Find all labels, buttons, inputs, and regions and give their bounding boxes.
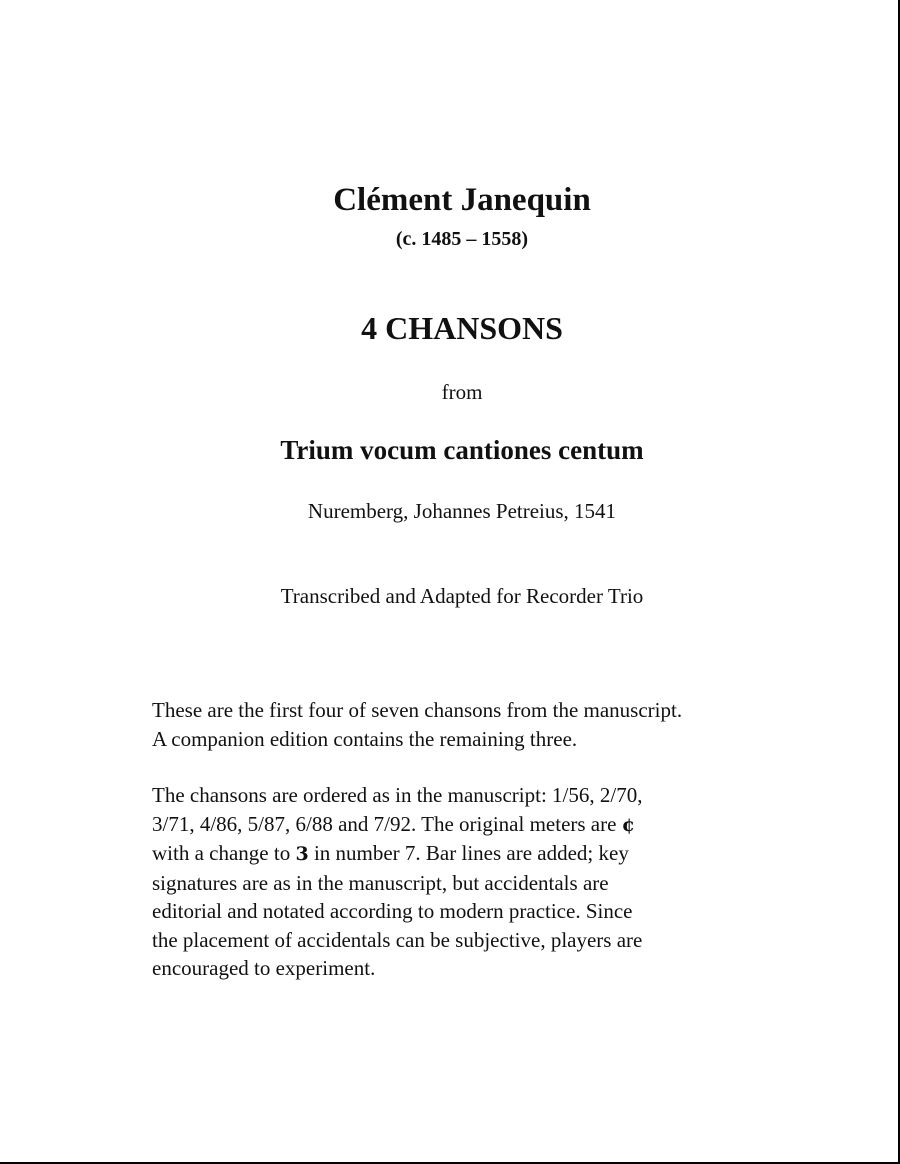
paragraph-text: in number 7. Bar lines are added; key: [308, 841, 629, 865]
paragraph-line: encouraged to experiment.: [152, 956, 376, 980]
adaptation-note: Transcribed and Adapted for Recorder Trio: [280, 584, 644, 608]
paragraph-line: [152, 839, 772, 869]
composer-name: Clément Janequin: [333, 182, 591, 218]
paragraph-text: with a change to: [152, 841, 296, 865]
cut-time-symbol: ¢: [621, 813, 635, 836]
paragraph-line: A companion edition contains the remaining three.: [152, 726, 578, 751]
paragraph-line: signatures are as in the manuscript, but accidentals are: [152, 870, 609, 895]
paragraph-line: These are the first four of seven chansons from the manuscript.: [152, 698, 683, 722]
composer-dates: (c. 1485 – 1558): [395, 228, 529, 250]
triple-meter-symbol: 3: [295, 843, 309, 865]
paragraph-line: The chansons are ordered as in the manuscript: 1/56, 2/70,: [152, 783, 643, 807]
page-title: 4 CHANSONS: [361, 310, 563, 346]
paragraph-line: the placement of accidentals can be subjective, players are: [152, 927, 643, 952]
imprint-line: Nuremberg, Johannes Petreius, 1541: [307, 499, 617, 523]
paragraph-line: editorial and notated according to modern practice. Since: [152, 899, 633, 923]
from-label: from: [441, 380, 483, 404]
intro-paragraph-1: [152, 696, 772, 753]
intro-paragraph-2: [152, 781, 772, 983]
paragraph-line: [152, 810, 772, 840]
paragraph-text: 3/71, 4/86, 5/87, 6/88 and 7/92. The original meters are: [152, 811, 622, 836]
collection-title: Trium vocum cantiones centum: [280, 435, 644, 465]
